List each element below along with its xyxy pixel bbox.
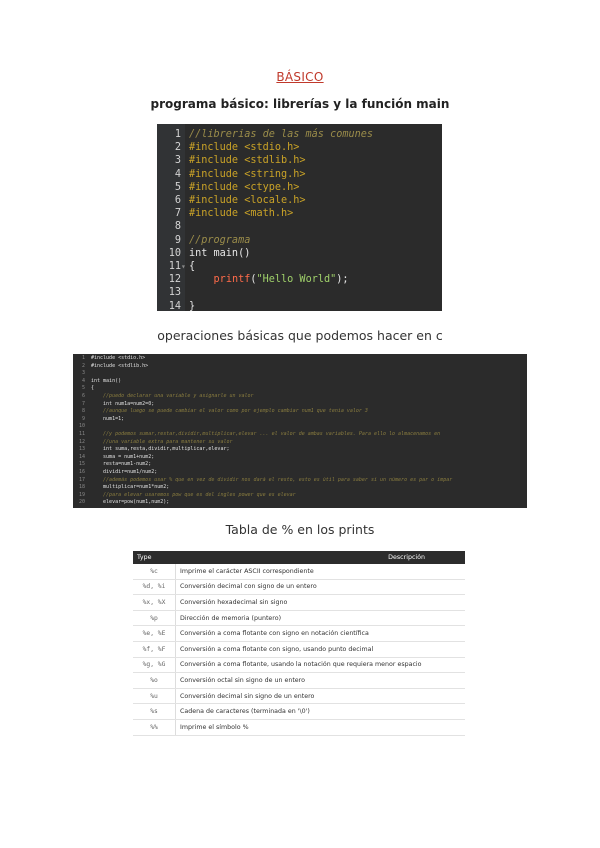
line-number: 16 (78, 469, 85, 475)
code-line (73, 401, 527, 408)
line-number: 6 (81, 393, 85, 399)
code-token: int main() (189, 247, 251, 259)
line-number: 10 (168, 247, 181, 259)
code-token: ); (336, 274, 349, 286)
code-token: //programa (189, 234, 251, 246)
format-description: Conversión a coma flotante, usando la notación que requiera menor espacio (176, 657, 466, 673)
code-text (189, 169, 306, 180)
table-row (133, 595, 465, 611)
code-line (73, 423, 527, 430)
code-text: suma = num1+num2; (91, 453, 155, 460)
code-line (73, 363, 527, 370)
format-description: Conversión hexadecimal sin signo (176, 595, 466, 611)
line-number: 9 (81, 415, 85, 422)
format-description: Dirección de memoria (puntero) (176, 610, 466, 626)
line-number: 5 (174, 181, 181, 193)
format-description: Conversión decimal con signo de un entero (176, 579, 466, 595)
line-number: 12 (78, 438, 85, 445)
table-row (133, 704, 465, 720)
line-number: 18 (78, 484, 85, 491)
code-line (157, 141, 299, 154)
code-line (73, 385, 527, 392)
format-description: Conversión a coma flotante con signo en notación científica (176, 626, 466, 642)
format-description: Imprime el carácter ASCII correspondiente (176, 564, 466, 579)
code-token: { (189, 261, 196, 272)
line-number: 6 (174, 195, 181, 206)
code-line (157, 273, 349, 286)
code-line (157, 207, 293, 220)
code-line (157, 300, 195, 311)
document-title: BÁSICO (276, 70, 324, 84)
code-text: int suma,resta,dividir,multiplicar,elevar; (91, 446, 230, 453)
code-text (189, 195, 306, 206)
line-number: 12 (168, 274, 181, 286)
code-text: //y podemos sumar,restar,dividir,multiplicar,elevar ... el valor de ambas variables. Para ello lo almacenamos en (91, 431, 441, 437)
format-description: Conversión a coma flotante con signo, usando punto decimal (176, 641, 466, 657)
code-text (189, 248, 250, 259)
code-token: printf (213, 274, 251, 286)
printf-table-heading: Tabla de % en los prints (225, 522, 375, 537)
line-number: 11 (168, 261, 181, 272)
code-text: //además podemos usar % que en vez de dividir nos dará el resto, esto es útil para saber si un número es par o impar (91, 476, 453, 483)
table-row (133, 657, 465, 673)
format-specifier: %d, %i (133, 579, 176, 595)
code-line (73, 454, 527, 461)
format-description: Conversión decimal sin signo de un entero (176, 688, 466, 704)
code-line (157, 220, 189, 233)
code-line (157, 194, 306, 207)
line-number: 13 (78, 446, 85, 453)
code-text (189, 235, 250, 246)
format-specifier: %c (133, 564, 176, 579)
code-line (157, 128, 373, 141)
code-line (157, 168, 306, 181)
code-token: #include <locale.h> (189, 195, 306, 206)
code-block-operations (73, 354, 527, 508)
code-line (73, 446, 527, 453)
code-line (73, 492, 527, 499)
line-number: 3 (81, 370, 85, 377)
line-number: 17 (78, 476, 85, 483)
code-line (73, 499, 527, 506)
code-token: #include <stdlib.h> (189, 155, 306, 167)
code-token: } (189, 300, 196, 311)
code-token: #include <math.h> (189, 208, 294, 220)
code-text (189, 301, 195, 311)
format-description: Cadena de caracteres (terminada en '\0') (176, 704, 466, 720)
format-specifier: %g, %G (133, 657, 176, 673)
format-specifier: %e, %E (133, 626, 176, 642)
line-number: 7 (174, 208, 181, 220)
code-line (157, 181, 299, 194)
table-row (133, 688, 465, 704)
table-header-row (133, 551, 465, 564)
code-text (189, 155, 306, 166)
table-row (133, 719, 465, 735)
code-text: int main() (91, 377, 122, 384)
code-line (157, 286, 189, 299)
code-text: #include <stdlib.h> (91, 362, 149, 369)
header-description: Descripción (176, 551, 466, 564)
code-text: //puedo declarar una variable y asignarle un valor (91, 393, 254, 399)
code-text (189, 261, 195, 272)
format-description: Imprime el símbolo % (176, 719, 466, 735)
line-number: 19 (78, 491, 85, 498)
code-block-basic (157, 124, 442, 311)
printf-format-table (133, 551, 465, 736)
code-line (73, 431, 527, 438)
code-text (189, 182, 299, 193)
format-description: Conversión octal sin signo de un entero (176, 673, 466, 689)
line-number: 10 (78, 423, 85, 430)
code-text (189, 208, 293, 219)
line-number: 4 (174, 168, 181, 180)
operations-heading: operaciones básicas que podemos hacer en c (157, 328, 443, 343)
code-token: #include <stdio.h> (189, 142, 300, 154)
code-text: resta=num1-num2; (91, 461, 152, 468)
code-line (73, 484, 527, 491)
code-token: "Hello World" (256, 274, 337, 286)
line-number: 13 (168, 287, 181, 299)
header-type: Type (133, 551, 176, 564)
format-specifier: %s (133, 704, 176, 720)
code-text: dividir=num1/num2; (91, 469, 158, 475)
code-line (157, 234, 250, 247)
code-text: multiplicar=num1*num2; (91, 484, 170, 491)
code-line (157, 247, 250, 260)
code-token: ( (250, 274, 257, 286)
format-specifier: %p (133, 610, 176, 626)
line-number: 1 (174, 129, 181, 140)
code-text: //una variable extra para mantener su valor (91, 438, 233, 445)
line-number: 11 (78, 431, 85, 437)
code-text: //para elevar usaremos pow que es del ingles power que es elevar (91, 491, 296, 498)
table-row (133, 626, 465, 642)
line-number: 9 (174, 234, 181, 246)
line-number: 1 (81, 355, 85, 361)
code-text (189, 129, 373, 140)
format-specifier: %o (133, 673, 176, 689)
code-token: #include <string.h> (189, 168, 306, 180)
line-number: 20 (78, 499, 85, 506)
line-number: 14 (78, 453, 85, 460)
line-number: 7 (81, 400, 85, 407)
section-subtitle: programa básico: librerías y la función main (150, 97, 450, 111)
line-number: 8 (81, 408, 85, 415)
line-number: 2 (81, 362, 85, 369)
format-specifier: %x, %X (133, 595, 176, 611)
table-row (133, 610, 465, 626)
code-token: #include <ctype.h> (189, 181, 300, 193)
code-line (73, 408, 527, 415)
code-text: #include <stdio.h> (91, 355, 146, 361)
code-text: num1=1; (91, 415, 125, 422)
table-row (133, 673, 465, 689)
code-text (189, 274, 349, 285)
line-number: 2 (174, 142, 181, 154)
format-specifier: %u (133, 688, 176, 704)
line-number: 5 (81, 385, 85, 392)
code-line (73, 469, 527, 476)
code-token (189, 274, 214, 285)
code-line (73, 378, 527, 385)
code-line (73, 477, 527, 484)
code-text: elevar=pow(num1,num2); (91, 499, 170, 506)
table-row (133, 579, 465, 595)
line-number: 14 (168, 300, 181, 311)
code-text (189, 142, 299, 153)
code-text: //aunque luego se puede cambiar el valor como por ejemplo cambiar num1 que tenia valor 3 (91, 408, 368, 415)
line-number: 3 (174, 155, 181, 167)
code-text: { (91, 385, 95, 392)
fold-marker-icon: ▾ (181, 262, 186, 271)
line-number: 8 (174, 221, 181, 233)
code-line (157, 260, 195, 273)
code-line (73, 355, 527, 362)
code-line (73, 370, 527, 377)
table-row (133, 641, 465, 657)
code-line (73, 439, 527, 446)
code-text: int num1a=num2=0; (91, 400, 155, 407)
code-token: //librerias de las más comunes (189, 129, 374, 140)
line-number: 15 (78, 461, 85, 468)
format-specifier: %% (133, 719, 176, 735)
code-line (73, 393, 527, 400)
code-line (157, 154, 306, 167)
table-row (133, 564, 465, 579)
format-specifier: %f, %F (133, 641, 176, 657)
code-line (73, 461, 527, 468)
code-line (73, 416, 527, 423)
line-number: 4 (81, 377, 85, 384)
